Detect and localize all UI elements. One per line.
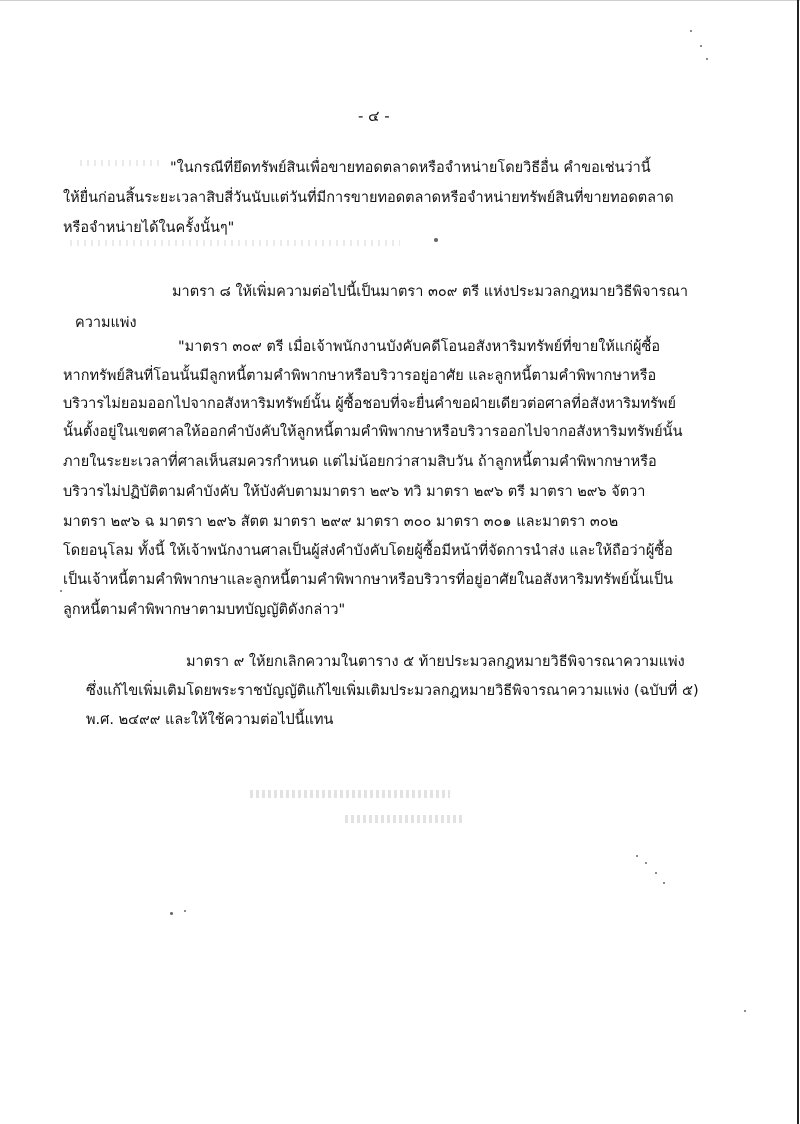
bleed-through-mark: [70, 240, 400, 246]
text-line-1: "ในกรณีที่ยึดทรัพย์สินเพื่อขายทอดตลาดหรือจำหน่ายโดยวิธีอื่น คำขอเช่นว่านี้: [170, 160, 651, 176]
scan-speck: [645, 862, 647, 864]
text-line-14: เป็นเจ้าหนี้ตามคำพิพากษาและลูกหนี้ตามคำพิพากษาหรือบริวารที่อยู่อาศัยในอสังหาริมทรัพย์นั้นเป็น: [63, 572, 674, 588]
text-line-17: ซึ่งแก้ไขเพิ่มเติมโดยพระราชบัญญัติแก้ไขเพิ่มเติมประมวลกฎหมายวิธีพิจารณาความแพ่ง (ฉบับที่ ๕): [86, 683, 699, 699]
text-line-7: หากทรัพย์สินที่โอนนั้นมีลูกหนี้ตามคำพิพากษาหรือบริวารอยู่อาศัย และลูกหนี้ตามคำพิพากษาหรือ: [63, 368, 657, 384]
scan-speck: [636, 855, 638, 857]
text-line-18: พ.ศ. ๒๔๙๙ และให้ใช้ความต่อไปนี้แทน: [86, 712, 334, 728]
text-line-3: หรือจำหน่ายได้ในครั้งนั้นๆ": [63, 220, 235, 236]
text-line-9: นั้นตั้งอยู่ในเขตศาลให้ออกคำบังคับให้ลูกหนี้ตามคำพิพากษาหรือบริวารออกไปจากอสังหาริมทรัพย์นั้น: [63, 424, 683, 440]
scan-top-edge: [0, 0, 800, 1]
page-number: - ๔ -: [358, 107, 390, 125]
scan-speck: [663, 882, 665, 884]
scan-speck: [434, 238, 438, 242]
text-line-11: บริวารไม่ปฏิบัติตามคำบังคับ ให้บังคับตามมาตรา ๒๙๖ ทวิ มาตรา ๒๙๖ ตรี มาตรา ๒๙๖ จัตวา: [63, 484, 646, 500]
text-line-5: ความแพ่ง: [75, 315, 137, 331]
text-line-12: มาตรา ๒๙๖ ฉ มาตรา ๒๙๖ สัตต มาตรา ๒๙๙ มาตรา ๓๐๐ มาตรา ๓๐๑ และมาตรา ๓๐๒: [63, 514, 619, 530]
scan-speck: [184, 910, 186, 912]
bleed-through-mark: [250, 790, 450, 798]
text-line-16: มาตรา ๙ ให้ยกเลิกความในตาราง ๕ ท้ายประมวลกฎหมายวิธีพิจารณาความแพ่ง: [186, 654, 685, 670]
scan-right-edge: [797, 0, 799, 1124]
scan-speck: [655, 872, 657, 874]
scan-speck: [706, 58, 708, 60]
text-line-4: มาตรา ๘ ให้เพิ่มความต่อไปนี้เป็นมาตรา ๓๐๙ ตรี แห่งประมวลกฎหมายวิธีพิจารณา: [172, 284, 688, 300]
text-line-13: โดยอนุโลม ทั้งนี้ ให้เจ้าพนักงานศาลเป็นผู้ส่งคำบังคับโดยผู้ซื้อมีหน้าที่จัดการนำส่ง และให้ถือว่าผู้ซื้อ: [63, 543, 673, 559]
scan-speck: [744, 1010, 746, 1012]
text-line-2: ให้ยื่นก่อนสิ้นระยะเวลาสิบสี่วันนับแต่วันที่มีการขายทอดตลาดหรือจำหน่ายทรัพย์สินที่ขายทอดตลาด: [63, 190, 674, 206]
scan-speck: [700, 45, 702, 47]
scan-speck: [170, 912, 173, 915]
scan-speck: [60, 590, 62, 592]
text-line-8: บริวารไม่ยอมออกไปจากอสังหาริมทรัพย์นั้น ผู้ซื้อชอบที่จะยื่นคำขอฝ่ายเดียวต่อศาลที่อสังหาริมทรัพย์: [63, 396, 676, 412]
scan-speck: [690, 30, 692, 32]
bleed-through-mark: [345, 815, 465, 823]
text-line-15: ลูกหนี้ตามคำพิพากษาตามบทบัญญัติดังกล่าว": [63, 602, 346, 618]
text-line-6: "มาตรา ๓๐๙ ตรี เมื่อเจ้าพนักงานบังคับคดีโอนอสังหาริมทรัพย์ที่ขายให้แก่ผู้ซื้อ: [178, 339, 661, 355]
text-line-10: ภายในระยะเวลาที่ศาลเห็นสมควรกำหนด แต่ไม่น้อยกว่าสามสิบวัน ถ้าลูกหนี้ตามคำพิพากษาหรือ: [63, 454, 657, 470]
bleed-through-mark: [80, 160, 160, 166]
